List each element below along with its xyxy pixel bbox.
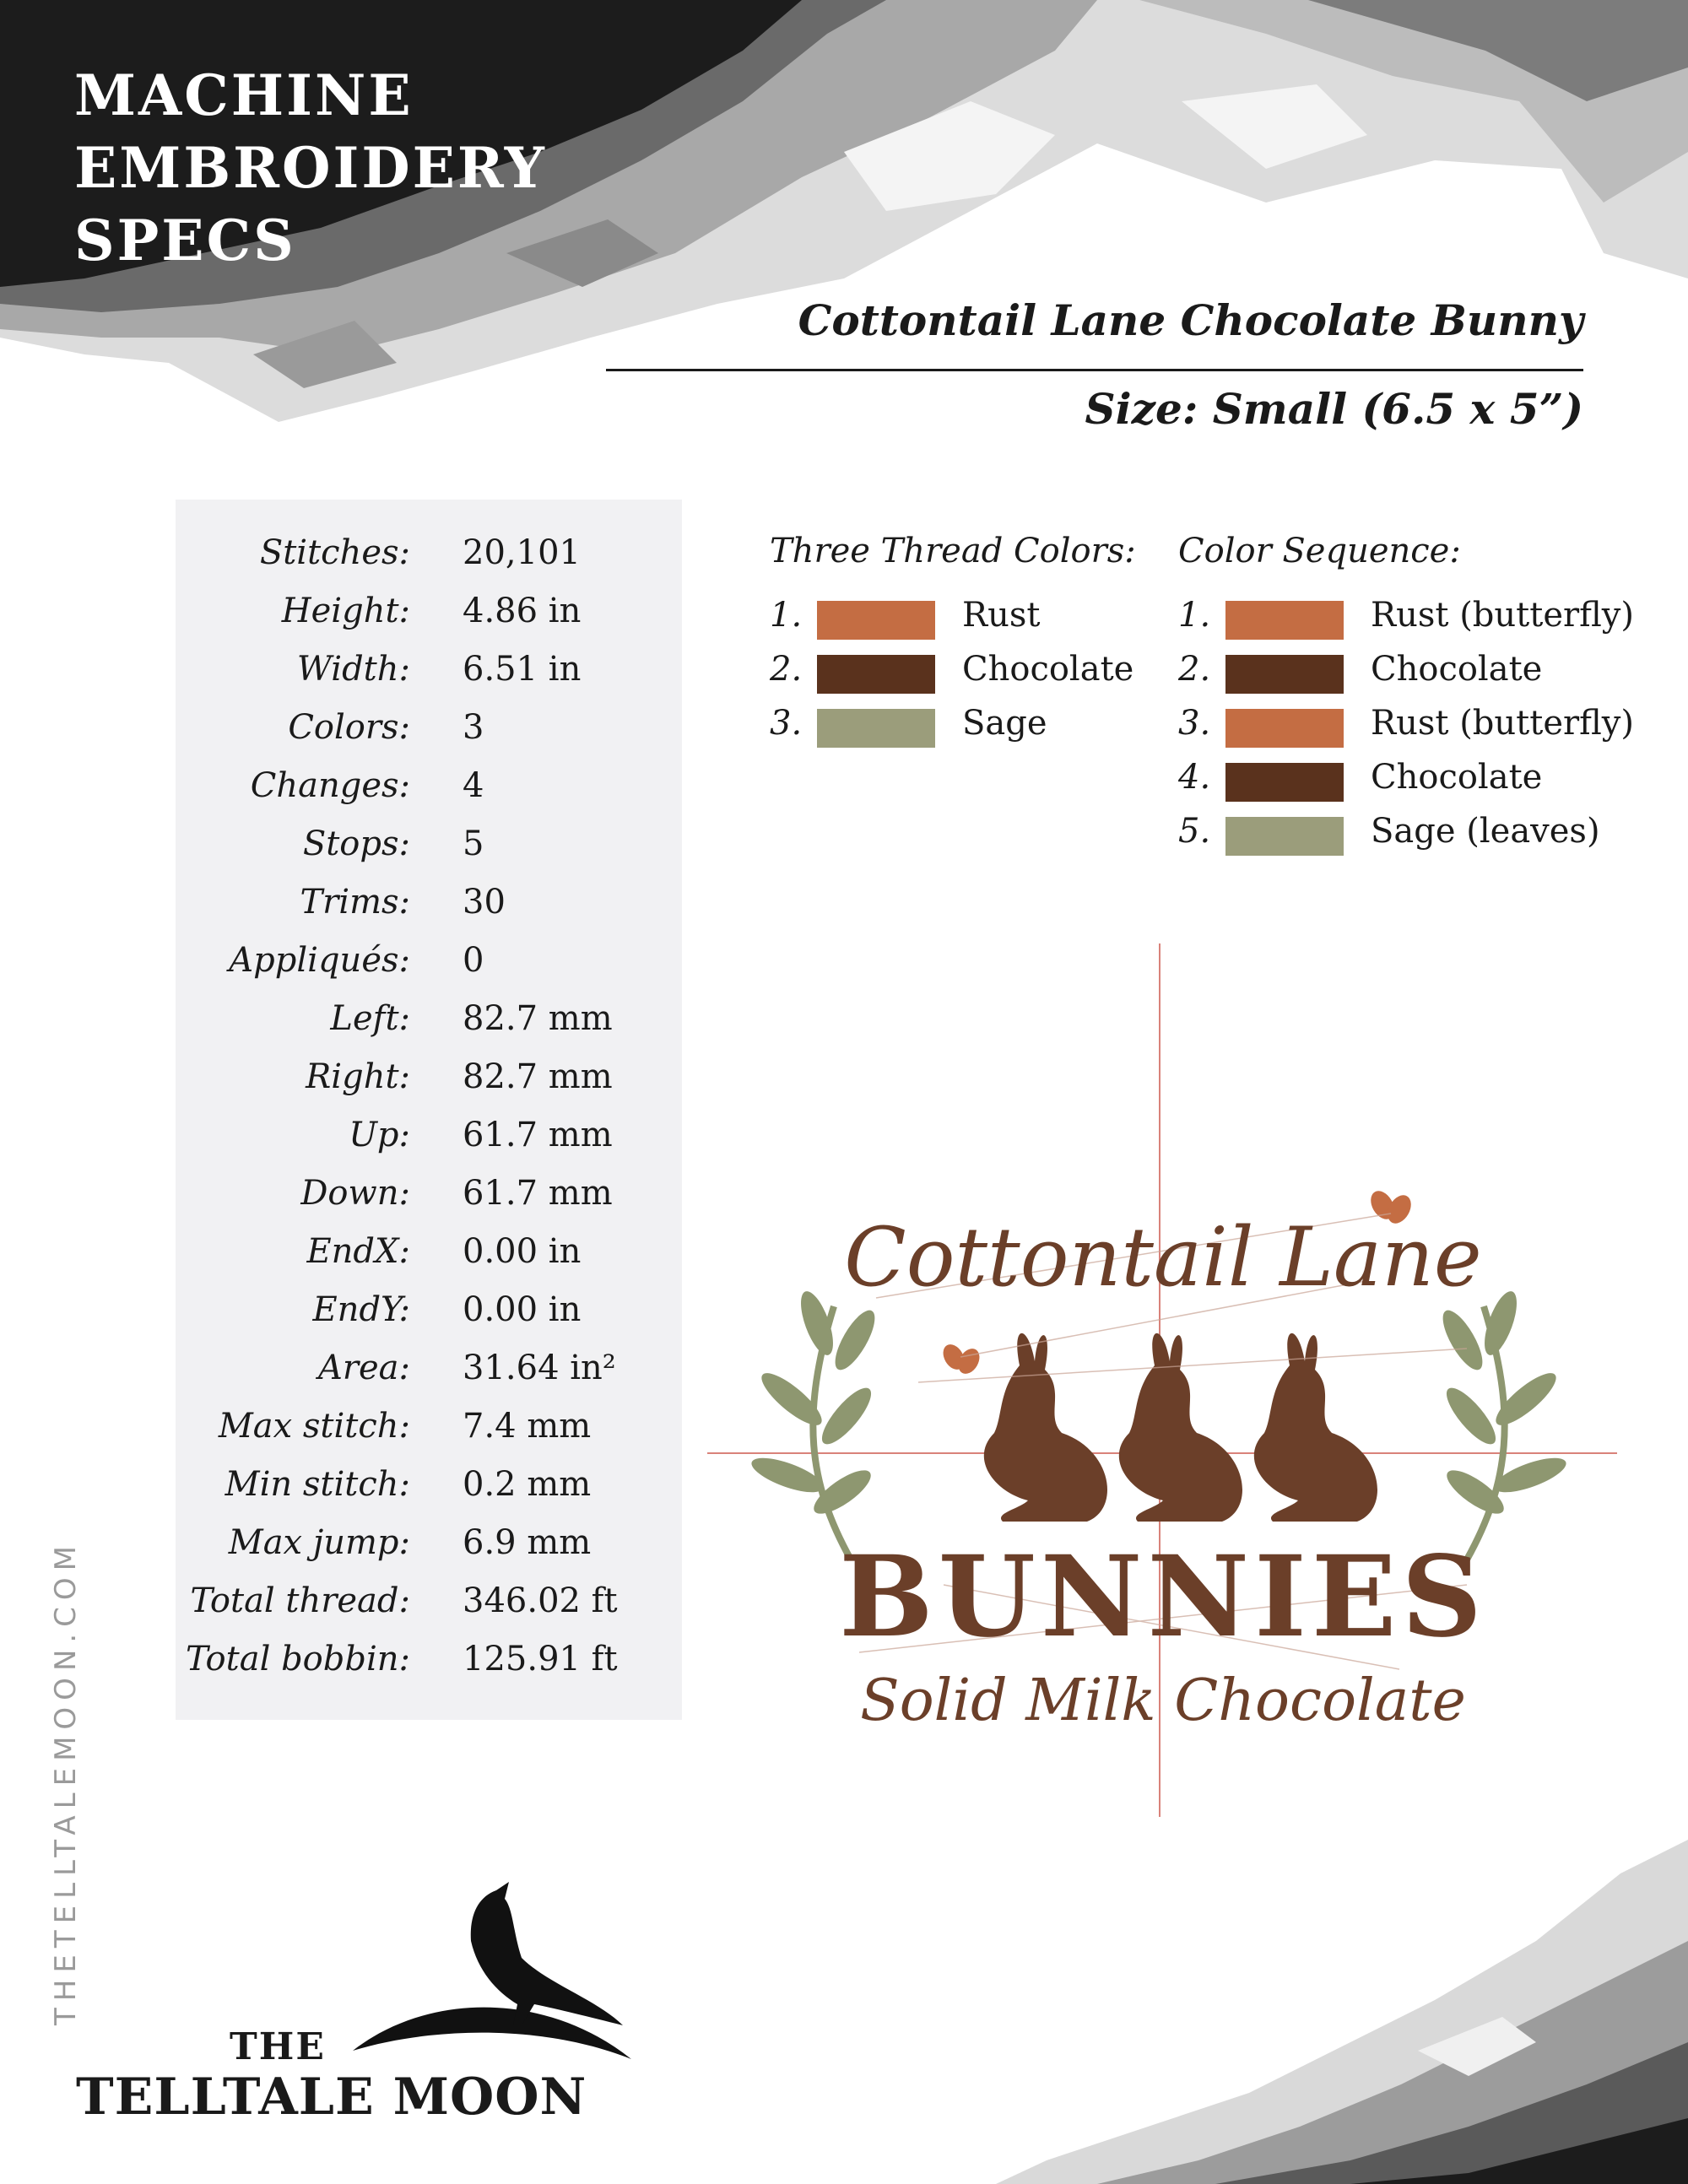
spec-label: Total thread: [190,1581,410,1620]
design-preview-image [707,943,1617,1817]
design-name: Cottontail Lane Chocolate Bunny [798,295,1583,345]
bunny-silhouettes [984,1333,1377,1522]
thread-name: Rust [962,596,1041,635]
spec-row [176,883,682,941]
spec-label: Colors: [288,708,410,747]
spec-label: Changes: [250,766,410,805]
spec-row [176,1116,682,1174]
spec-value: 82.7 mm [463,1057,613,1096]
spec-row [176,824,682,883]
spec-value: 20,101 [463,533,581,572]
spec-row [176,1349,682,1407]
thread-number: 4. [1178,758,1211,797]
logo-text-the: THE [230,2025,326,2068]
design-size: Size: Small (6.5 x 5”) [1085,384,1583,434]
spec-value: 6.9 mm [463,1523,592,1562]
thread-number: 1. [1178,596,1211,635]
thread-number: 2. [1178,650,1211,689]
spec-value: 125.91 ft [463,1640,618,1679]
thread-color-swatch [817,601,935,640]
thread-number: 1. [770,596,803,635]
spec-value: 4 [463,766,484,805]
leaf-branch-right [1436,1288,1570,1560]
spec-label: Height: [281,592,410,630]
thread-name: Rust (butterfly) [1371,704,1634,743]
spec-value: 3 [463,708,484,747]
spec-row [176,1290,682,1349]
spec-label: Appliqués: [229,941,410,980]
spec-value: 31.64 in² [463,1349,616,1387]
spec-label: EndX: [306,1232,410,1271]
spec-row [176,1640,682,1698]
thread-name: Chocolate [1371,758,1543,797]
spec-label: Left: [330,999,410,1038]
spec-row [176,766,682,824]
spec-row [176,1174,682,1232]
spec-value: 0 [463,941,484,980]
spec-row [176,708,682,766]
logo-text-name: TELLTALE MOON [76,2068,587,2127]
title-divider [606,369,1583,371]
thread-color-swatch [1225,709,1344,748]
spec-label: Area: [317,1349,410,1387]
spec-label: Stitches: [259,533,410,572]
spec-label: EndY: [312,1290,410,1329]
page-title-line: EMBROIDERY [74,135,547,201]
thread-row [770,596,1209,650]
side-url-text: THETELLTALEMOON.COM [49,1538,83,2025]
spec-value: 4.86 in [463,592,582,630]
thread-row [770,650,1209,704]
design-text-line3: Solid Milk Chocolate [860,1668,1466,1734]
spec-row [176,999,682,1057]
spec-value: 82.7 mm [463,999,613,1038]
thread-name: Chocolate [1371,650,1543,689]
page-title [74,59,834,277]
spec-label: Stops: [302,824,410,863]
thread-name: Sage [962,704,1047,743]
specs-panel [176,500,682,1720]
thread-row [770,704,1209,758]
spec-value: 30 [463,883,506,922]
page-title-line: MACHINE [74,62,414,128]
spec-label: Min stitch: [225,1465,410,1504]
spec-label: Max stitch: [218,1407,410,1446]
spec-label: Trims: [300,883,410,922]
thread-color-swatch [1225,817,1344,856]
spec-row [176,1465,682,1523]
thread-row [1178,596,1634,650]
design-text-line2: BUNNIES [839,1532,1487,1662]
spec-label: Max jump: [228,1523,410,1562]
spec-value: 0.2 mm [463,1465,592,1504]
spec-row [176,941,682,999]
butterfly-icon [939,1341,983,1378]
spec-label: Up: [349,1116,410,1154]
spec-value: 61.7 mm [463,1174,613,1213]
thread-number: 2. [770,650,803,689]
spec-value: 61.7 mm [463,1116,613,1154]
thread-name: Rust (butterfly) [1371,596,1634,635]
thread-number: 5. [1178,812,1211,851]
spec-value: 0.00 in [463,1232,582,1271]
thread-color-swatch [1225,601,1344,640]
spec-label: Down: [300,1174,410,1213]
thread-number: 3. [1178,704,1211,743]
thread-row [1178,650,1617,704]
thread-color-swatch [1225,655,1344,694]
spec-row [176,1523,682,1581]
leaf-branch-left [748,1288,882,1560]
thread-color-swatch [1225,763,1344,802]
spec-row [176,592,682,650]
spec-row [176,1057,682,1116]
thread-number: 3. [770,704,803,743]
design-text-line1: Cottontail Lane [844,1210,1482,1305]
spec-label: Width: [296,650,410,689]
spec-row [176,1232,682,1290]
thread-row [1178,812,1617,866]
spec-value: 6.51 in [463,650,582,689]
spec-label: Total bobbin: [185,1640,410,1679]
thread-name: Sage (leaves) [1371,812,1600,851]
thread-colors-heading: Three Thread Colors: [770,532,1136,570]
spec-row [176,650,682,708]
spec-value: 7.4 mm [463,1407,592,1446]
thread-row [1178,758,1617,812]
page-title-line: SPECS [74,208,296,273]
thread-row [1178,704,1634,758]
thread-name: Chocolate [962,650,1134,689]
spec-row [176,533,682,592]
spec-row [176,1407,682,1465]
spec-value: 0.00 in [463,1290,582,1329]
spec-value: 5 [463,824,484,863]
thread-color-swatch [817,655,935,694]
spec-row [176,1581,682,1640]
thread-color-swatch [817,709,935,748]
color-sequence-heading: Color Sequence: [1178,532,1461,570]
spec-label: Right: [306,1057,410,1096]
footer-brush-art [996,1840,1688,2184]
spec-value: 346.02 ft [463,1581,618,1620]
